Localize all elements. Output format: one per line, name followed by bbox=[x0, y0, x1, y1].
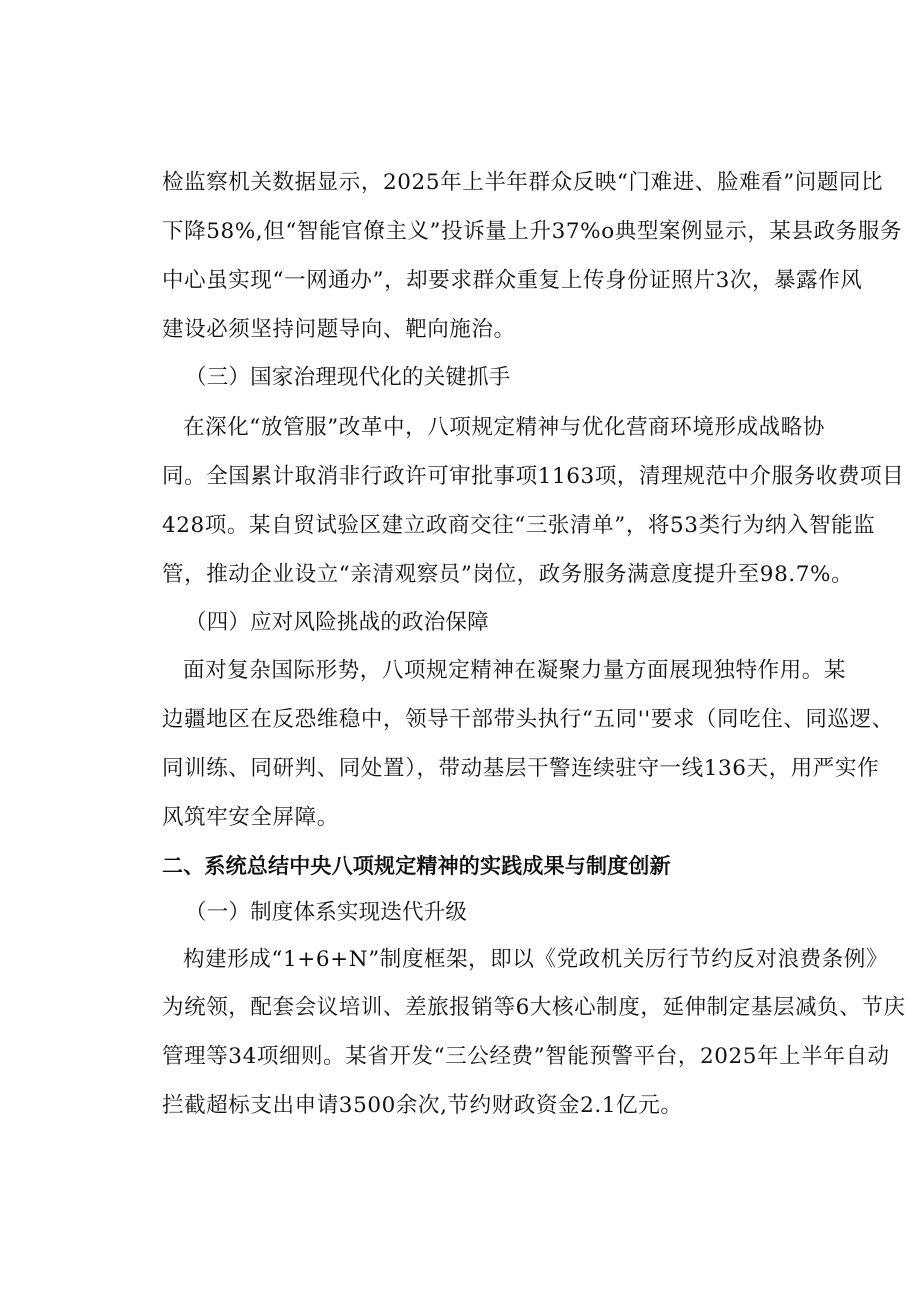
paragraph-line: 拦截超标支出申请3500余次,节约财政资金2.1亿元。 bbox=[162, 1093, 683, 1118]
paragraph-line: 建设必须坚持问题导向、靶向施治。 bbox=[162, 317, 516, 342]
paragraph-line: 428项。某自贸试验区建立政商交往“三张清单”，将53类行为纳入智能监 bbox=[162, 513, 876, 538]
section-title: （三）国家治理现代化的关键抓手 bbox=[185, 365, 511, 390]
paragraph-line: 下降58%,但“智能官僚主义”投诉量上升37%o典型案例显示，某县政务服务 bbox=[162, 219, 903, 244]
paragraph-line: 面对复杂国际形势，八项规定精神在凝聚力量方面展现独特作用。某 bbox=[183, 658, 847, 683]
paragraph-line: 为统领，配套会议培训、差旅报销等6大核心制度，延伸制定基层减负、节庆 bbox=[162, 995, 906, 1020]
section-title: （四）应对风险挑战的政治保障 bbox=[185, 610, 489, 635]
paragraph-line: 构建形成“1+6+N”制度框架，即以《党政机关厉行节约反对浪费条例》 bbox=[183, 947, 889, 972]
paragraph-line: 风筑牢安全屏障。 bbox=[162, 805, 339, 830]
paragraph-line: 边疆地区在反恐维稳中，领导干部带头执行“五同''要求（同吃住、同巡逻、 bbox=[162, 707, 894, 732]
paragraph-line: 同。全国累计取消非行政许可审批事项1163项，清理规范中介服务收费项目 bbox=[162, 464, 905, 489]
paragraph-line: 管理等34项细则。某省开发“三公经费”智能预警平台，2025年上半年自动 bbox=[162, 1044, 890, 1069]
chapter-heading: 二、系统总结中央八项规定精神的实践成果与制度创新 bbox=[162, 854, 671, 878]
paragraph-line: 管，推动企业设立“亲清观察员”岗位，政务服务满意度提升至98.7%。 bbox=[162, 562, 854, 587]
paragraph-line: 中心虽实现“一网通办”，却要求群众重复上传身份证照片3次，暴露作风 bbox=[162, 268, 863, 293]
paragraph-line: 同训练、同研判、同处置），带动基层干警连续驻守一线136天，用严实作 bbox=[162, 756, 880, 781]
paragraph-line: 检监察机关数据显示，2025年上半年群众反映“门难进、脸难看”问题同比 bbox=[162, 170, 884, 195]
paragraph-line: 在深化“放管服”改革中，八项规定精神与优化营商环境形成战略协 bbox=[183, 415, 825, 440]
section-title: （一）制度体系实现迭代升级 bbox=[185, 900, 468, 925]
